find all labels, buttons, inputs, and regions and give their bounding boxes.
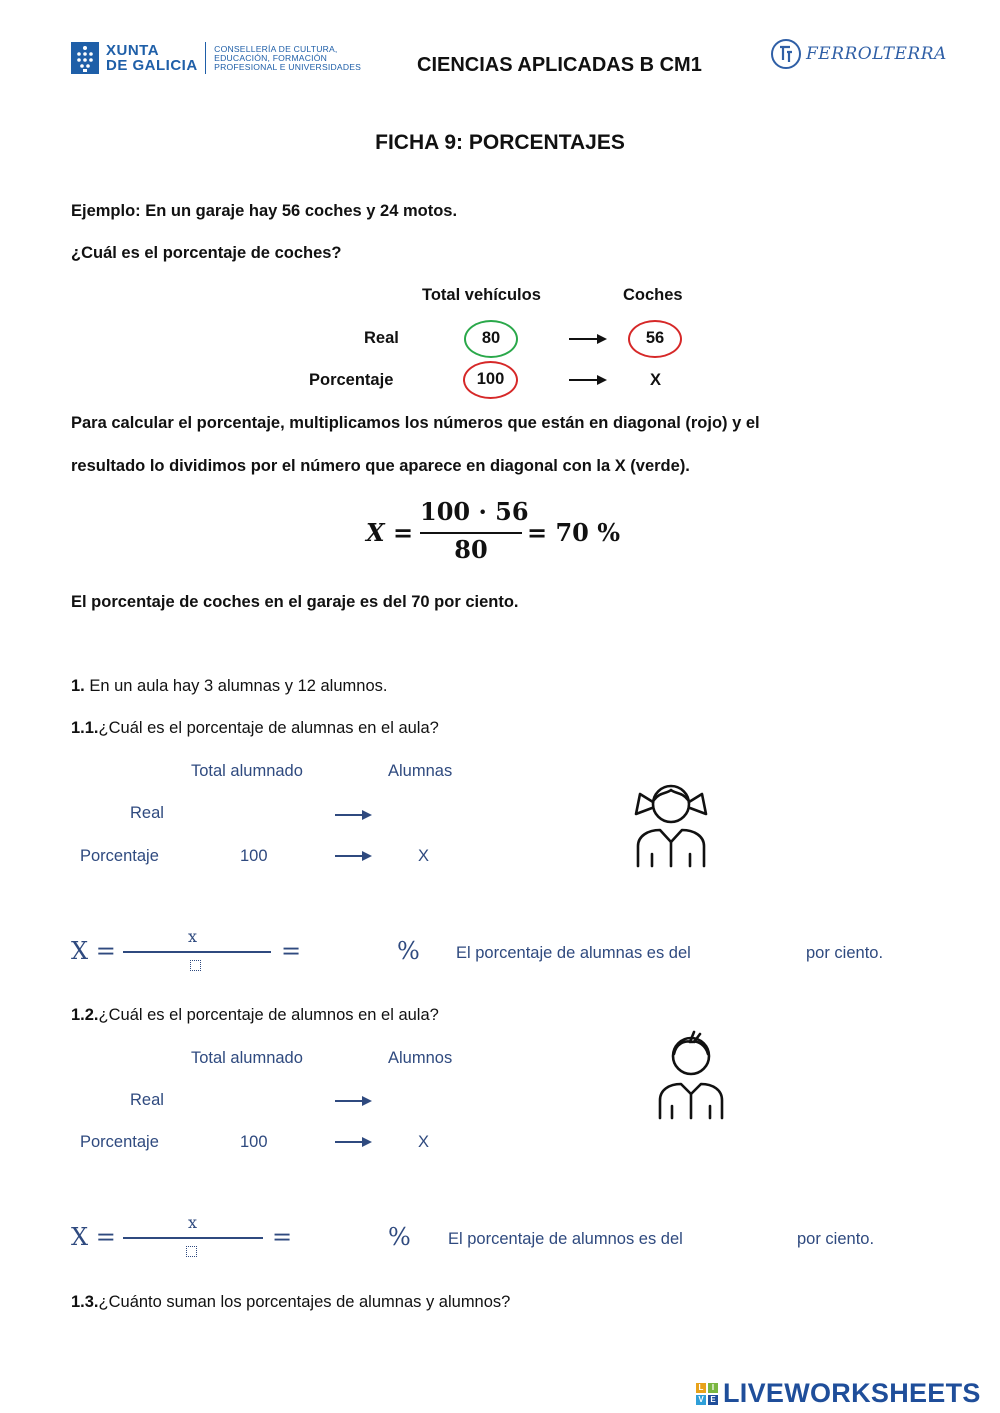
q1-answer-prefix: El porcentaje de alumnas es del — [456, 944, 691, 962]
header-separator — [205, 42, 207, 74]
q1-percent-total: 100 — [240, 847, 268, 865]
boy-icon — [654, 1028, 728, 1120]
example-real-total: 80 — [464, 320, 518, 358]
q1-col-total: Total alumnado — [191, 762, 303, 780]
explanation-line-2: resultado lo dividimos por el número que aparece en diagonal con la X (verde). — [71, 457, 690, 475]
xunta-shield-icon — [71, 42, 99, 74]
girl-icon — [630, 780, 712, 868]
exercise-1-number: 1. — [71, 677, 85, 695]
exercise-1-text: En un aula hay 3 alumnas y 12 alumnos. — [84, 677, 388, 695]
q1-formula-lhs: X = — [71, 937, 116, 965]
q2-formula-numerator: x — [188, 1213, 198, 1232]
example-row-percent: Porcentaje — [309, 371, 394, 389]
q2-col-total: Total alumnado — [191, 1049, 303, 1067]
q1-formula-percent: % — [397, 937, 420, 965]
q2-fraction-line — [123, 1237, 263, 1239]
question-1-2-number: 1.2. — [71, 1006, 99, 1024]
liveworksheets-grid-icon — [696, 1383, 718, 1405]
example-conclusion: El porcentaje de coches en el garaje es del 70 por ciento. — [71, 593, 519, 611]
example-col-total: Total vehículos — [422, 286, 541, 304]
lw-grid-letter: V — [696, 1395, 706, 1405]
arrow-right-icon — [335, 855, 370, 857]
q2-answer-suffix: por ciento. — [797, 1230, 875, 1248]
department-name: CONSELLERÍA DE CULTURA, EDUCACIÓN, FORMACIÓN PROFESIONAL E UNIVERSIDADES — [214, 43, 362, 72]
question-1-3-number: 1.3. — [71, 1293, 99, 1311]
question-1-3-text: ¿Cuánto suman los porcentajes de alumnas y alumnos? — [98, 1293, 511, 1311]
lw-grid-letter: I — [708, 1383, 718, 1393]
q1-formula-numerator: x — [188, 927, 198, 946]
arrow-right-icon — [569, 379, 605, 381]
ferrolterra-logo — [770, 38, 947, 70]
formula-fraction-line — [420, 532, 522, 534]
q1-formula-equals: = — [281, 937, 302, 965]
question-1-2 — [71, 1006, 439, 1025]
ferrolterra-wordmark: FERROLTERRA — [806, 44, 947, 64]
q2-formula-percent: % — [388, 1223, 411, 1251]
arrow-right-icon — [569, 338, 605, 340]
liveworksheets-logo — [696, 1378, 981, 1409]
q1-answer-suffix: por ciento. — [806, 944, 884, 962]
explanation-line-1: Para calcular el porcentaje, multiplicamos los números que están en diagonal (rojo) y el — [71, 414, 760, 432]
example-percent-part: X — [650, 371, 662, 389]
formula-rhs: = 70 % — [527, 518, 621, 547]
lw-grid-letter: E — [708, 1395, 718, 1405]
formula-numerator: 100 · 56 — [420, 497, 529, 526]
arrow-right-icon — [335, 1141, 370, 1143]
example-statement: Ejemplo: En un garaje hay 56 coches y 24 motos. — [71, 202, 458, 220]
example-real-part: 56 — [628, 320, 682, 358]
lw-grid-letter: L — [696, 1383, 706, 1393]
example-row-real: Real — [364, 329, 399, 347]
q1-percent-part: X — [418, 847, 430, 865]
q2-formula-equals: = — [272, 1223, 293, 1251]
q2-col-part: Alumnos — [388, 1049, 453, 1067]
question-1-1-number: 1.1. — [71, 719, 99, 737]
question-1-1 — [71, 719, 439, 738]
xunta-name: XUNTA DE GALICIA — [106, 42, 198, 74]
course-title: CIENCIAS APLICADAS B CM1 — [417, 54, 702, 76]
example-percent-total: 100 — [463, 361, 518, 399]
q2-percent-part: X — [418, 1133, 430, 1151]
q1-col-part: Alumnas — [388, 762, 453, 780]
page-title: FICHA 9: PORCENTAJES — [375, 131, 625, 154]
arrow-right-icon — [335, 814, 370, 816]
xunta-logo — [71, 42, 361, 74]
q1-fraction-line — [123, 951, 271, 953]
q2-formula-lhs: X = — [71, 1223, 116, 1251]
q1-denominator-box[interactable] — [190, 960, 201, 971]
arrow-right-icon — [335, 1100, 370, 1102]
q1-row-real: Real — [130, 804, 164, 822]
formula-denominator: 80 — [454, 535, 488, 564]
q2-row-percent: Porcentaje — [80, 1133, 159, 1151]
formula-lhs: X = — [366, 518, 414, 547]
liveworksheets-wordmark: LIVEWORKSHEETS — [723, 1378, 981, 1408]
q2-percent-total: 100 — [240, 1133, 268, 1151]
question-1-3 — [71, 1293, 510, 1312]
exercise-1-statement — [71, 677, 387, 696]
question-1-1-text: ¿Cuál es el porcentaje de alumnas en el aula? — [98, 719, 439, 737]
q2-row-real: Real — [130, 1091, 164, 1109]
q2-answer-prefix: El porcentaje de alumnos es del — [448, 1230, 683, 1248]
q2-denominator-box[interactable] — [186, 1246, 197, 1257]
question-1-2-text: ¿Cuál es el porcentaje de alumnos en el aula? — [98, 1006, 439, 1024]
ferrolterra-emblem-icon — [770, 38, 802, 70]
example-question: ¿Cuál es el porcentaje de coches? — [71, 244, 342, 262]
example-col-part: Coches — [623, 286, 683, 304]
q1-row-percent: Porcentaje — [80, 847, 159, 865]
